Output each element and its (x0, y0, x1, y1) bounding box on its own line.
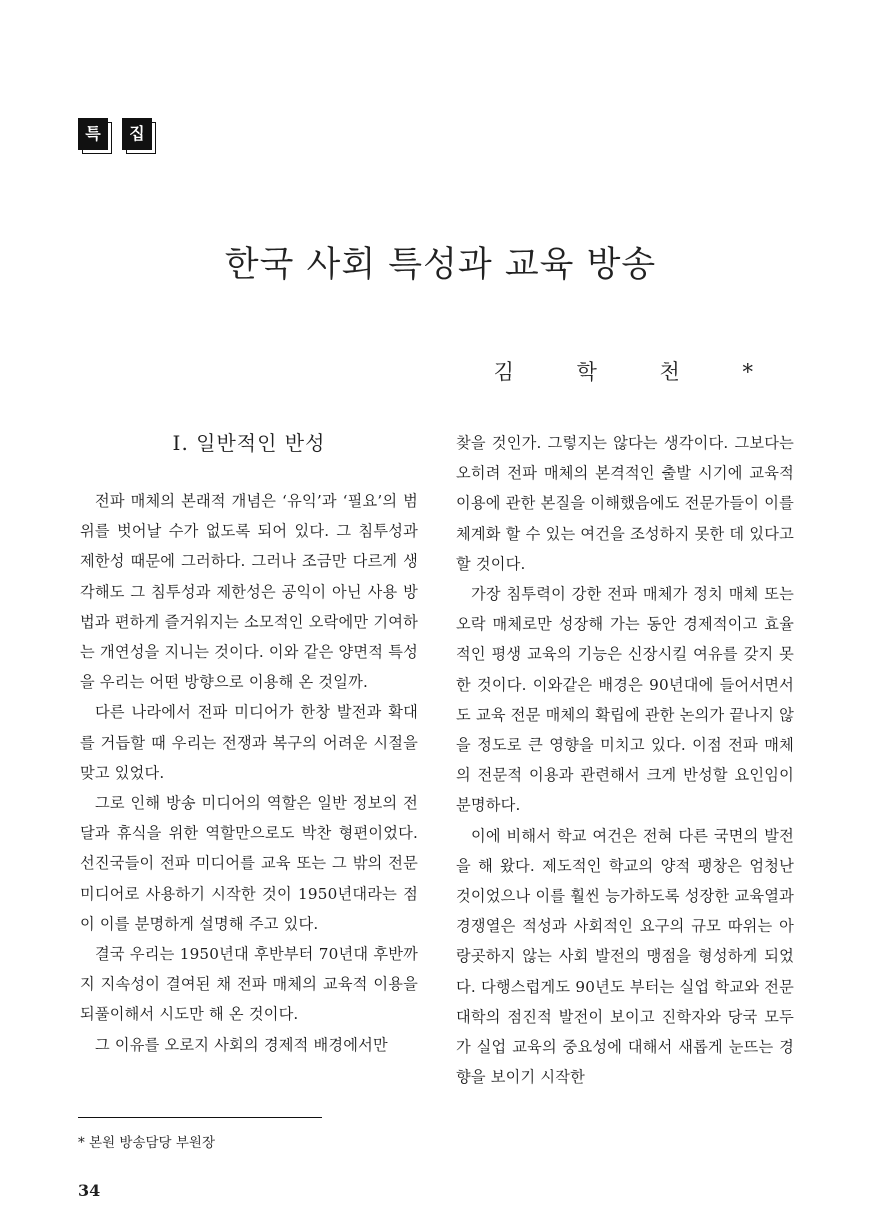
paragraph: 그로 인해 방송 미디어의 역할은 일반 정보의 전달과 휴식을 위한 역할만으로도 박찬 형편이었다. 선진국들이 전파 미디어를 교육 또는 그 밖의 전문 미디어로 사용하기 시작한 것이 1950년대라는 점이 이를 분명하게 설명해 주고 있다. (80, 794, 418, 933)
left-column (80, 428, 418, 1060)
author-name: 김 학 천 * (493, 360, 781, 384)
right-column (456, 428, 794, 1092)
special-feature-badge (78, 118, 166, 150)
paragraph: 찾을 것인가. 그렇지는 않다는 생각이다. 그보다는 오히려 전파 매체의 본격적인 출발 시기에 교육적 이용에 관한 본질을 이해했음에도 전문가들이 이를 체계화 할 수 있는 여건을 조성하지 못한 데 있다고 할 것이다. (456, 434, 794, 573)
page-number: 34 (78, 1181, 101, 1200)
paragraph: 이에 비해서 학교 여건은 전혀 다른 국면의 발전을 해 왔다. 제도적인 학교의 양적 팽창은 엄청난 것이었으나 이를 훨씬 능가하도록 성장한 교육열과 경쟁열은 적성과 사회적인 요구의 규모 따위는 아랑곳하지 않는 사회 발전의 맹점을 형성하게 되었다. 다행스럽게도 90년도 부터는 실업 학교와 전문 대학의 점진적 발전이 보이고 진학자와 당국 모두가 실업 교육의 중요성에 대해서 새롭게 눈뜨는 경향을 보이기 시작한 (456, 826, 794, 1087)
paragraph: 다른 나라에서 전파 미디어가 한창 발전과 확대를 거듭할 때 우리는 전쟁과 복구의 어려운 시절을 맞고 있었다. (80, 703, 418, 782)
badge-char-1: 특 (78, 118, 108, 150)
paragraph: 결국 우리는 1950년대 후반부터 70년대 후반까지 지속성이 결여된 채 전파 매체의 교육적 이용을 되풀이해서 시도만 해 온 것이다. (80, 945, 418, 1024)
paragraph: 가장 침투력이 강한 전파 매체가 정치 매체 또는 오락 매체로만 성장해 가는 동안 경제적이고 효율적인 평생 교육의 기능은 신장시킬 여유를 갖지 못한 것이다. 이와같은 배경은 90년대에 들어서면서도 교육 전문 매체의 확립에 관한 논의가 끝나지 않을 정도로 큰 영향을 미치고 있다. 이점 전파 매체의 전문적 이용과 관련해서 크게 반성할 요인임이 분명하다. (456, 585, 794, 815)
section-heading: Ⅰ. 일반적인 반성 (172, 431, 326, 455)
badge-box-1 (78, 118, 108, 150)
article-title: 한국 사회 특성과 교육 방송 (224, 245, 657, 286)
badge-box-2 (122, 118, 152, 150)
paragraph: 그 이유를 오로지 사회의 경제적 배경에서만 (95, 1035, 388, 1054)
footnote-rule (78, 1117, 322, 1118)
badge-char-2: 집 (122, 118, 152, 150)
paragraph: 전파 매체의 본래적 개념은 ‘유익’과 ‘필요’의 범위를 벗어날 수가 없도록 되어 있다. 그 침투성과 제한성 때문에 그러하다. 그러나 조금만 다르게 생각해도 그 침투성과 제한성은 공익이 아닌 사용 방법과 편하게 즐거워지는 소모적인 오락에만 기여하는 개연성을 지니는 것이다. 이와 같은 양면적 특성을 우리는 어떤 방향으로 이용해 온 것일까. (80, 492, 418, 692)
footnote: * 본원 방송담당 부원장 (78, 1135, 215, 1151)
